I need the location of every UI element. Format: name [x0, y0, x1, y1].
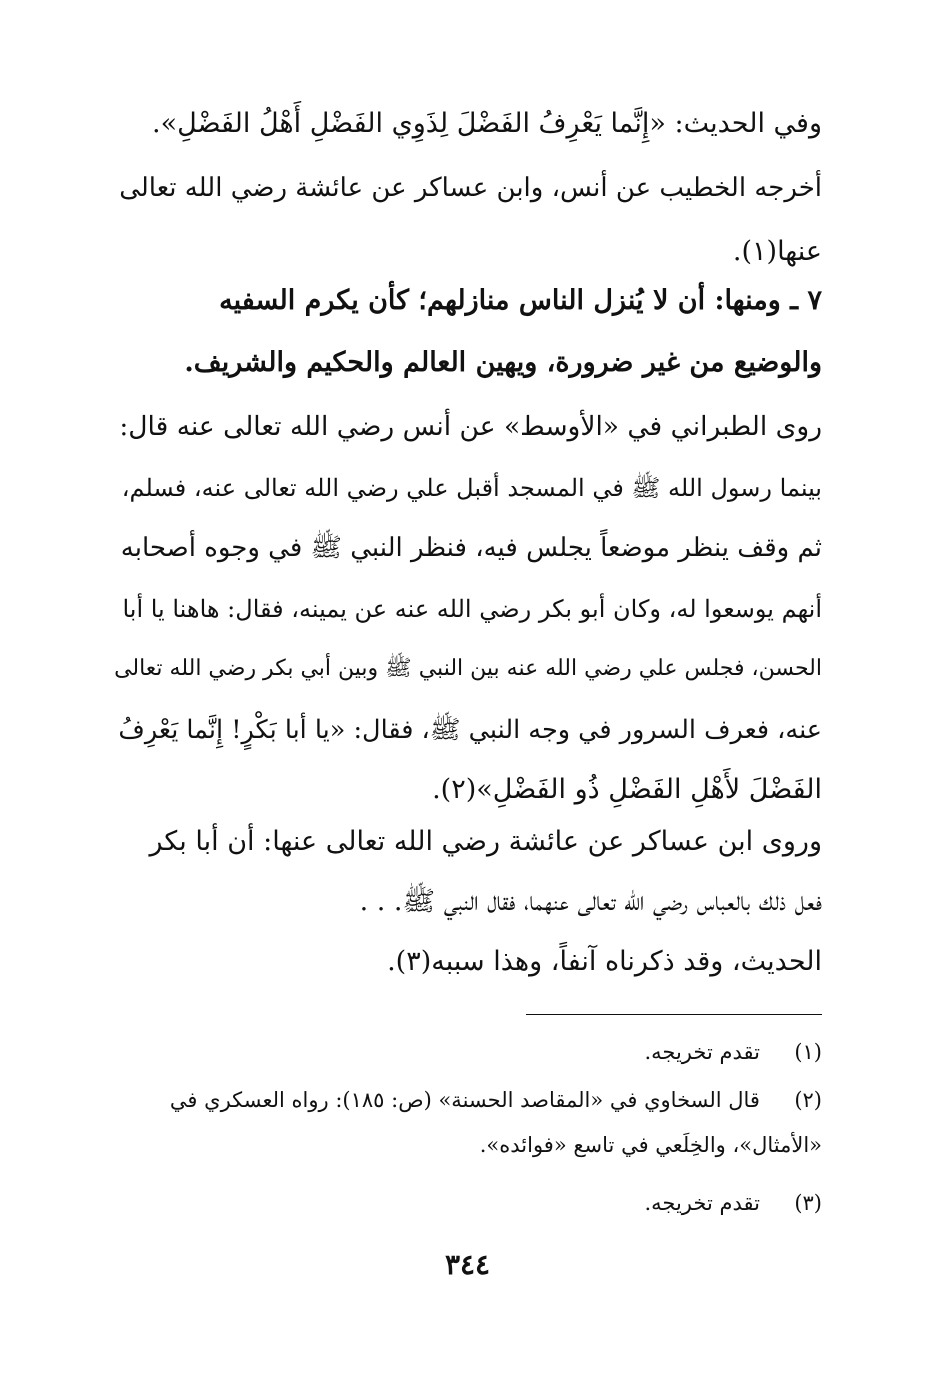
text-line: عنه، فعرف السرور في وجه النبي ﷺ، فقال: «يا أبا بَكْرٍ! إِنَّما يَعْرِفُ — [118, 714, 822, 745]
text-line: عنها(١). — [732, 236, 822, 267]
text-line: ثم وقف ينظر موضعاً يجلس فيه، فنظر النبي ﷺ في وجوه أصحابه — [120, 533, 822, 563]
text-line: أخرجه الخطيب عن أنس، وابن عساكر عن عائشة رضي الله تعالى — [119, 173, 822, 203]
footnote-line — [110, 1181, 822, 1226]
paragraph-hadith-intro — [110, 92, 822, 284]
footnote-line: «الأمثال»، والخِلَعي في تاسع «فوائده». — [479, 1133, 822, 1157]
text-line: والوضيع من غير ضرورة، ويهين العالم والحكيم والشريف. — [184, 347, 822, 378]
text-line: أنهم يوسعوا له، وكان أبو بكر رضي الله عنه عن يمينه، فقال: هاهنا يا أبا — [122, 594, 822, 623]
text-line: وفي الحديث: «إِنَّما يَعْرِفُ الفَضْلَ لِذَوِي الفَضْلِ أَهْلُ الفَضْلِ». — [152, 108, 822, 139]
text-line: روى الطبراني في «الأوسط» عن أنس رضي الله تعالى عنه قال: — [119, 411, 822, 442]
paragraph-ibn-asakir-narration — [110, 812, 822, 992]
footnote-1 — [110, 1030, 822, 1075]
paragraph-heading-point-7 — [110, 270, 822, 394]
text-line: الفَضْلَ لأَهْلِ الفَضْلِ ذُو الفَضْلِ»(٢). — [432, 774, 822, 805]
footnote-2 — [110, 1078, 822, 1168]
text-line: فعل ذلك بالعباس رضي الله تعالى عنهما، فقال النبي ﷺ. . . — [359, 886, 822, 917]
text-line: وروى ابن عساكر عن عائشة رضي الله تعالى عنها: أن أبا بكر — [149, 826, 822, 857]
text-line: الحديث، وقد ذكرناه آنفاً، وهذا سببه(٣). — [387, 946, 822, 977]
text-line: ٧ ـ ومنها: أن لا يُنزل الناس منازلهم؛ كأن يكرم السفيه — [219, 285, 822, 316]
footnote-number: (١) — [794, 1040, 822, 1064]
footnote-text: قال السخاوي في «المقاصد الحسنة» (ص: ١٨٥): رواه العسكري في — [169, 1088, 760, 1112]
text-line: الحسن، فجلس علي رضي الله عنه بين النبي ﷺ وبين أبي بكر رضي الله تعالى — [114, 656, 822, 681]
footnote-text: تقدم تخريجه. — [644, 1191, 760, 1215]
footnote-line — [110, 1078, 822, 1123]
page-number: ٣٤٤ — [444, 1248, 491, 1281]
text-line: بينما رسول الله ﷺ في المسجد أقبل علي رضي الله تعالى عنه، فسلم، — [121, 473, 822, 502]
footnote-number: (٣) — [794, 1191, 822, 1215]
footnote-text: تقدم تخريجه. — [644, 1040, 760, 1064]
footnote-number: (٢) — [794, 1088, 822, 1112]
footnote-separator — [526, 1014, 822, 1015]
paragraph-tabarani-narration — [110, 397, 822, 821]
footnote-3 — [110, 1181, 822, 1226]
footnote-line — [110, 1030, 822, 1075]
